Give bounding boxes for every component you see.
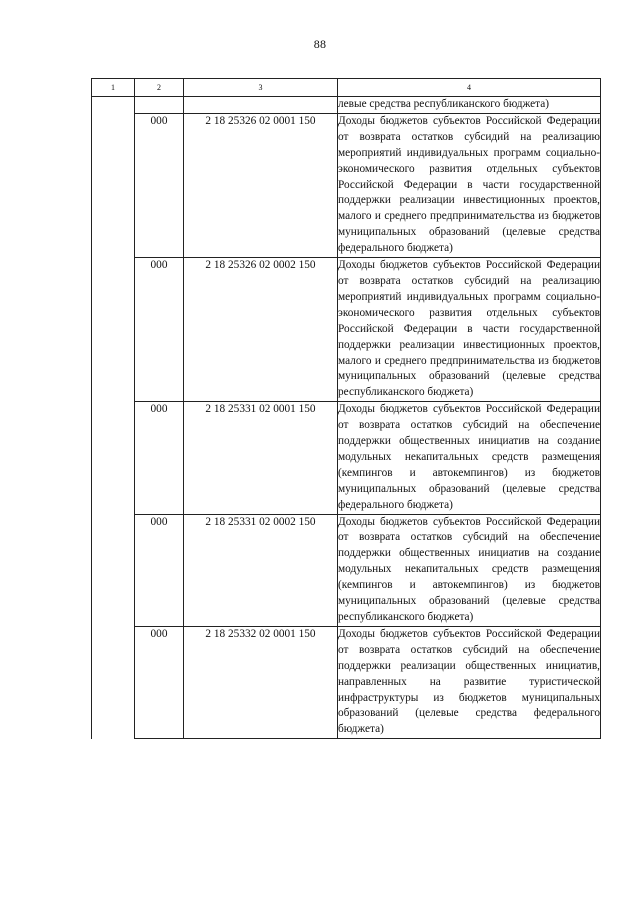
admin-code: 000 [135, 514, 184, 626]
table-row [92, 258, 601, 402]
table-row-continuation [92, 97, 601, 114]
table-row [92, 514, 601, 626]
continued-description: левые средства республиканского бюджета) [338, 97, 601, 114]
admin-code: 000 [135, 113, 184, 257]
group-cell [92, 97, 135, 739]
income-description: Доходы бюджетов субъектов Российской Федерации от возврата остатков субсидий на реализацию мероприятий индивидуальных программ социально-экономического развития отдельных субъектов Российской Федерации в части государственной поддержки реализации инвестиционных проектов, малого и среднего предпринимательства из бюджетов муниципальных образований (целевые средства федерального бюджета) [338, 113, 601, 257]
income-description: Доходы бюджетов субъектов Российской Федерации от возврата остатков субсидий на обеспечение поддержки реализации общественных инициатив, направленных на развитие туристической инфраструктуры из бюджетов муниципальных образований (целевые средства федерального бюджета) [338, 626, 601, 738]
column-header-2: 2 [135, 79, 184, 97]
admin-code: 000 [135, 402, 184, 514]
budget-code: 2 18 25326 02 0001 150 [184, 113, 338, 257]
page-number: 88 [313, 37, 327, 51]
admin-code: 000 [135, 626, 184, 738]
budget-code: 2 18 25326 02 0002 150 [184, 258, 338, 402]
income-description: Доходы бюджетов субъектов Российской Федерации от возврата остатков субсидий на обеспечение поддержки общественных инициатив на создание модульных некапитальных средств размещения (кемпингов и автокемпингов) из бюджетов муниципальных образований (целевые средства федерального бюджета) [338, 402, 601, 514]
empty-cell [135, 97, 184, 114]
budget-code: 2 18 25331 02 0002 150 [184, 514, 338, 626]
budget-classification-table [91, 78, 601, 739]
table-row [92, 402, 601, 514]
table-header-row [92, 79, 601, 97]
admin-code: 000 [135, 258, 184, 402]
column-header-4: 4 [338, 79, 601, 97]
table-row [92, 626, 601, 738]
income-description: Доходы бюджетов субъектов Российской Федерации от возврата остатков субсидий на обеспечение поддержки общественных инициатив на создание модульных некапитальных средств размещения (кемпингов и автокемпингов) из бюджетов муниципальных образований (целевые средства республиканского бюджета) [338, 514, 601, 626]
budget-code: 2 18 25332 02 0001 150 [184, 626, 338, 738]
table-row [92, 113, 601, 257]
column-header-1: 1 [92, 79, 135, 97]
column-header-3: 3 [184, 79, 338, 97]
income-description: Доходы бюджетов субъектов Российской Федерации от возврата остатков субсидий на реализацию мероприятий индивидуальных программ социально-экономического развития отдельных субъектов Российской Федерации в части государственной поддержки реализации инвестиционных проектов, малого и среднего предпринимательства из бюджетов муниципальных образований (целевые средства республиканского бюджета) [338, 258, 601, 402]
budget-code: 2 18 25331 02 0001 150 [184, 402, 338, 514]
empty-cell [184, 97, 338, 114]
